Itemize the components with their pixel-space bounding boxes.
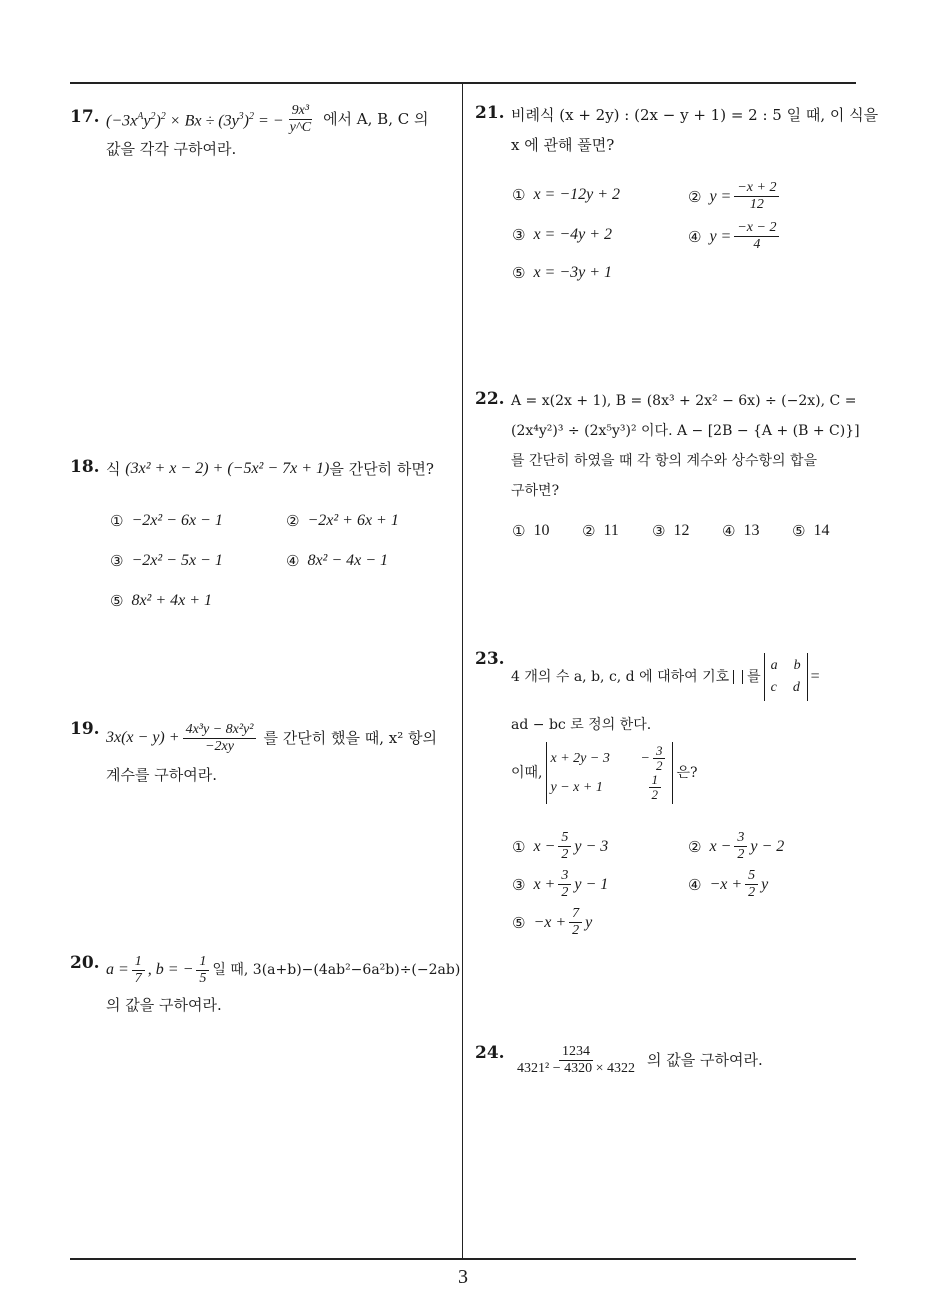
question-line	[106, 104, 428, 134]
question-number: 20.	[70, 953, 100, 973]
question-number: 18.	[70, 457, 100, 477]
question-text: 4 개의 수 a, b, c, d 에 대하여 기호	[511, 669, 730, 685]
choice-2[interactable]: ② 11	[582, 522, 619, 540]
choice-2[interactable]: ② −2x² + 6x + 1	[286, 512, 399, 530]
choice-4[interactable]: ④ 8x² − 4x − 1	[286, 552, 389, 570]
question-number: 21.	[475, 103, 505, 123]
question-number: 24.	[475, 1043, 505, 1063]
question-line: 계수를 구하여라.	[106, 766, 217, 784]
question-line	[106, 454, 434, 484]
top-rule	[70, 82, 856, 84]
choice-5[interactable]: ⑤ −x + $\frac{7}{2}$ y	[512, 906, 593, 938]
question-body	[106, 104, 428, 164]
question-line: 비례식 (x + 2y) : (2x − y + 1) = 2 : 5 일 때, 이 식을	[511, 106, 879, 124]
question-line: 를 간단히 하였을 때 각 항의 계수와 상수항의 합을	[511, 453, 818, 469]
question-line: A = x(2x + 1), B = (8x³ + 2x² − 6x) ÷ (−2x), C =	[511, 393, 857, 409]
column-divider	[462, 83, 463, 1259]
choice-4[interactable]: ④ y = $\frac{-x - 2}{4}$	[688, 220, 782, 253]
bottom-rule	[70, 1258, 856, 1260]
equals-sign: =	[810, 668, 820, 685]
choice-2[interactable]: ② y = $\frac{-x + 2}{12}$	[688, 180, 782, 213]
question-line: ad − bc 로 정의 한다.	[511, 717, 652, 733]
question-line	[106, 716, 437, 760]
choice-1[interactable]: ① x − $\frac{5}{2}$ y − 3	[512, 830, 609, 862]
expression: a =	[106, 961, 129, 978]
choice-4[interactable]: ④ −x + $\frac{5}{2}$ y	[688, 868, 769, 900]
question-text: 일 때, 3(a+b)−(4ab²−6a²b)÷(−2ab)	[212, 962, 461, 978]
question-body	[511, 100, 878, 160]
expression: 3x(x − y) +	[106, 729, 180, 746]
question-text: 이때,	[511, 765, 543, 781]
answer-choices	[110, 512, 450, 622]
question-number: 22.	[475, 389, 505, 409]
determinant: x + 2y − 3 − $\frac{3}{2}$ y − x + 1 $\frac{1}{2}$	[546, 742, 674, 804]
answer-choices	[512, 830, 852, 950]
question-number: 23.	[475, 649, 505, 669]
choice-2[interactable]: ② x − $\frac{3}{2}$ y − 2	[688, 830, 785, 862]
question-line: 의 값을 구하여라.	[106, 996, 222, 1014]
answer-choices	[512, 180, 852, 290]
question-text: 은?	[676, 765, 698, 781]
fraction: $\frac{1}{7}$	[132, 954, 145, 987]
fraction: $\frac{1234}{\text{4321² − 4320 × 4322}}$	[517, 1043, 635, 1076]
question-body	[106, 454, 434, 484]
choice-3[interactable]: ③ x + $\frac{3}{2}$ y − 1	[512, 868, 609, 900]
fraction: $\frac{\text{9x³}}{y\^{}C}$	[289, 102, 312, 135]
question-line	[511, 650, 820, 704]
choice-5[interactable]: ⑤ 14	[792, 522, 830, 540]
answer-choices	[512, 522, 852, 546]
question-text: 을 간단히 하면?	[329, 460, 434, 478]
choice-3[interactable]: ③ x = −4y + 2	[512, 226, 613, 244]
question-line: x 에 관해 풀면?	[511, 136, 615, 154]
question-line	[511, 1040, 763, 1080]
question-text: 에서 A, B, C 의	[323, 110, 429, 128]
question-body	[511, 650, 820, 806]
page-number: 3	[458, 1266, 468, 1288]
choice-1[interactable]: ① x = −12y + 2	[512, 186, 621, 204]
choice-1[interactable]: ① −2x² − 6x − 1	[110, 512, 223, 530]
choice-3[interactable]: ③ 12	[652, 522, 690, 540]
question-line: 값을 각각 구하여라.	[106, 140, 237, 158]
expression: , b = −	[147, 961, 194, 978]
question-line	[511, 740, 820, 806]
fraction: $\frac{\text{4x³y − 8x²y²}}{-2xy}$	[183, 722, 257, 755]
choice-4[interactable]: ④ 13	[722, 522, 760, 540]
determinant-symbol	[733, 670, 743, 684]
question-text: 를	[747, 669, 761, 685]
choice-3[interactable]: ③ −2x² − 5x − 1	[110, 552, 223, 570]
question-line: (2x⁴y²)³ ÷ (2x⁵y³)² 이다. A − [2B − {A + (B + C)}]	[511, 423, 860, 439]
question-body	[511, 1040, 763, 1080]
question-text: 식	[106, 460, 121, 478]
question-body	[511, 386, 860, 506]
determinant: a b c d	[764, 653, 808, 701]
question-line	[106, 950, 460, 990]
question-body	[106, 716, 437, 790]
question-body	[106, 950, 460, 1020]
fraction: $\frac{1}{5}$	[196, 954, 209, 987]
choice-5[interactable]: ⑤ x = −3y + 1	[512, 264, 613, 282]
choice-1[interactable]: ① 10	[512, 522, 550, 540]
choice-5[interactable]: ⑤ 8x² + 4x + 1	[110, 592, 213, 610]
question-text: 를 간단히 했을 때, x² 항의	[263, 729, 437, 747]
question-number: 19.	[70, 719, 100, 739]
equation-lhs: $(-3x^Ay^2)^2 \times Bx \div (3y^3)^2$ = −	[106, 110, 284, 130]
expression: (3x² + x − 2) + (−5x² − 7x + 1)	[125, 460, 330, 477]
question-number: 17.	[70, 107, 100, 127]
question-text: 의 값을 구하여라.	[647, 1051, 763, 1069]
question-line: 구하면?	[511, 483, 560, 499]
